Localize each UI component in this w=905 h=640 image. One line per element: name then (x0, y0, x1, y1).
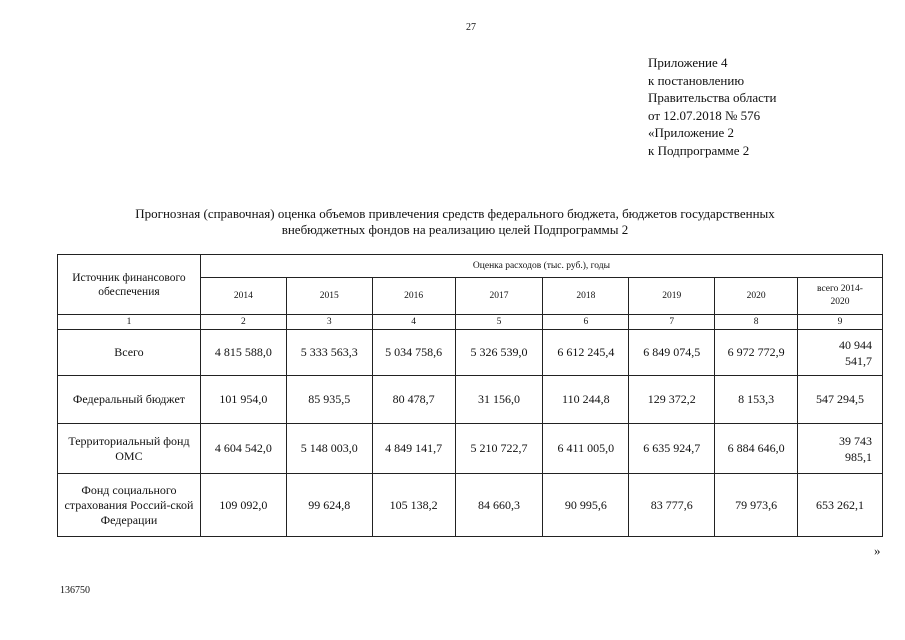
appendix-line: «Приложение 2 (648, 125, 735, 140)
appendix-line: к Подпрограмме 2 (648, 142, 750, 158)
appendix-line: Правительства области (648, 90, 777, 105)
row-value: 84 660,3 (455, 474, 543, 537)
title-line-2: внебюджетных фондов на реализацию целей Подпрограммы 2 (281, 222, 629, 237)
table-row (58, 376, 883, 424)
page-number: 27 (466, 22, 476, 33)
row-total: 40 944 541,7 (798, 330, 883, 376)
year-header: 2020 (715, 278, 798, 315)
budget-table (57, 254, 883, 537)
row-value: 83 777,6 (629, 474, 715, 537)
row-total: 653 262,1 (798, 474, 883, 537)
row-value: 5 326 539,0 (455, 330, 543, 376)
row-value: 129 372,2 (629, 376, 715, 424)
row-value: 6 972 772,9 (715, 330, 798, 376)
row-source: Фонд социального страхования Россий-ской Федерации (58, 474, 201, 537)
title-line-1: Прогнозная (справочная) оценка объемов привлечения средств федерального бюджета, бюджетов государственных (135, 206, 775, 221)
row-value: 4 815 588,0 (200, 330, 286, 376)
row-value: 5 333 563,3 (286, 330, 372, 376)
row-value: 85 935,5 (286, 376, 372, 424)
source-column-header: Источник финансового обеспечения (58, 255, 201, 315)
appendix-line: Приложение 4 (648, 55, 728, 70)
footer-code: 136750 (60, 585, 90, 596)
year-header: 2017 (455, 278, 543, 315)
row-value: 6 635 924,7 (629, 424, 715, 474)
year-header: 2014 (200, 278, 286, 315)
column-number: 2 (200, 315, 286, 330)
row-value: 31 156,0 (455, 376, 543, 424)
column-number: 9 (798, 315, 883, 330)
column-number: 5 (455, 315, 543, 330)
row-value: 6 849 074,5 (629, 330, 715, 376)
column-number: 3 (286, 315, 372, 330)
row-source: Всего (58, 330, 201, 376)
table-row (58, 424, 883, 474)
appendix-line: от 12.07.2018 № 576 (648, 107, 761, 123)
row-value: 4 849 141,7 (372, 424, 455, 474)
column-number-row (58, 315, 883, 330)
row-value: 8 153,3 (715, 376, 798, 424)
appendix-line: к постановлению (648, 72, 745, 88)
total-header: всего 2014-2020 (798, 278, 883, 315)
appendix-header (648, 54, 777, 159)
row-value: 6 612 245,4 (543, 330, 629, 376)
year-header: 2018 (543, 278, 629, 315)
table-header-row (58, 255, 883, 278)
row-source: Федеральный бюджет (58, 376, 201, 424)
column-number: 8 (715, 315, 798, 330)
row-total: 39 743 985,1 (798, 424, 883, 474)
row-value: 4 604 542,0 (200, 424, 286, 474)
year-header: 2015 (286, 278, 372, 315)
row-value: 109 092,0 (200, 474, 286, 537)
row-value: 5 034 758,6 (372, 330, 455, 376)
row-value: 80 478,7 (372, 376, 455, 424)
column-number: 4 (372, 315, 455, 330)
row-value: 110 244,8 (543, 376, 629, 424)
row-value: 99 624,8 (286, 474, 372, 537)
row-value: 6 411 005,0 (543, 424, 629, 474)
row-source: Территориальный фонд ОМС (58, 424, 201, 474)
row-value: 105 138,2 (372, 474, 455, 537)
row-value: 90 995,6 (543, 474, 629, 537)
column-number: 1 (58, 315, 201, 330)
closing-quote: » (874, 543, 881, 558)
row-value: 6 884 646,0 (715, 424, 798, 474)
year-header: 2019 (629, 278, 715, 315)
row-value: 5 210 722,7 (455, 424, 543, 474)
row-value: 101 954,0 (200, 376, 286, 424)
column-number: 6 (543, 315, 629, 330)
row-total: 547 294,5 (798, 376, 883, 424)
document-title (60, 206, 850, 238)
row-value: 79 973,6 (715, 474, 798, 537)
table-row (58, 474, 883, 537)
estimate-header: Оценка расходов (тыс. руб.), годы (200, 255, 882, 278)
year-header: 2016 (372, 278, 455, 315)
table-row (58, 330, 883, 376)
column-number: 7 (629, 315, 715, 330)
row-value: 5 148 003,0 (286, 424, 372, 474)
